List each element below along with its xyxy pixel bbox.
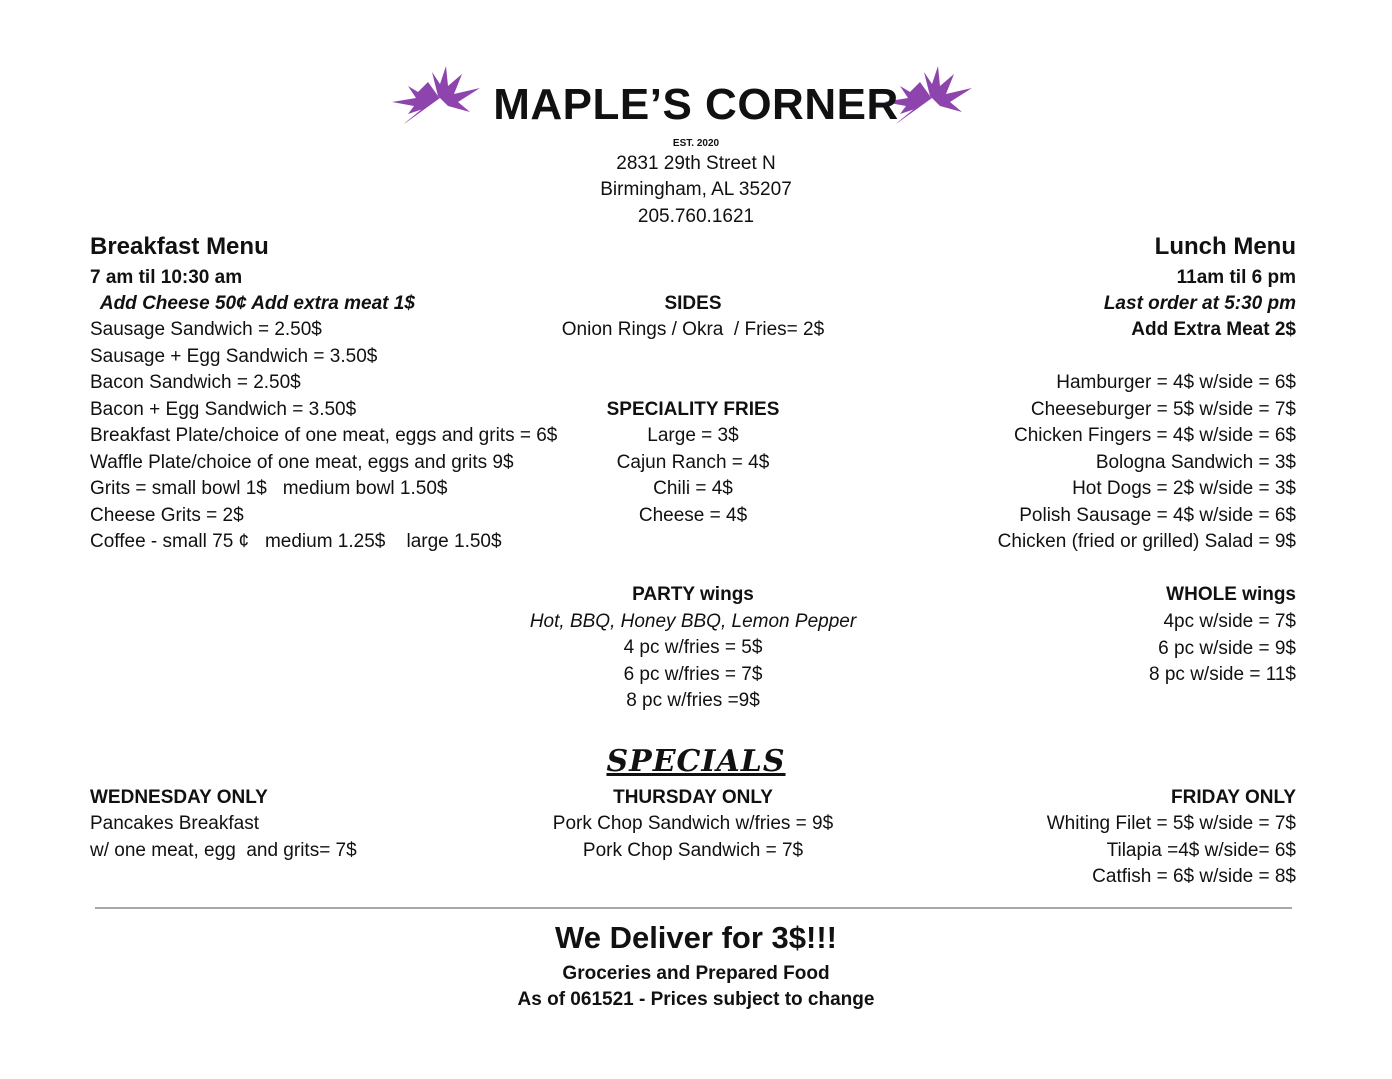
breakfast-item: Sausage Sandwich = 2.50$ [90,319,322,340]
friday-item: Catfish = 6$ w/side = 8$ [1092,866,1296,887]
footer-groceries: Groceries and Prepared Food [562,963,830,984]
breakfast-heading: Breakfast Menu [90,233,269,260]
party-wings-heading: PARTY wings [632,584,754,605]
breakfast-item: Bacon Sandwich = 2.50$ [90,372,301,393]
whole-wings-list [1149,609,1296,689]
sides-item: Onion Rings / Okra / Fries= 2$ [561,319,825,340]
whole-wings-item: 6 pc w/side = 9$ [1158,637,1296,659]
breakfast-item: Sausage + Egg Sandwich = 3.50$ [90,345,378,367]
breakfast-item: Breakfast Plate/choice of one meat, eggs and grits = 6$ [90,425,558,446]
sides-heading: SIDES [664,293,722,314]
lunch-note: Last order at 5:30 pm [1103,293,1296,314]
party-wings-flavors: Hot, BBQ, Honey BBQ, Lemon Pepper [529,611,857,632]
lunch-item: Chicken Fingers = 4$ w/side = 6$ [1014,425,1296,446]
specials-heading: SPECIALS [606,744,786,779]
party-wings-list [493,635,893,715]
lunch-item: Hamburger = 4$ w/side = 6$ [1056,372,1296,393]
wednesday-list [90,811,357,864]
breakfast-item: Waffle Plate/choice of one meat, eggs and grits 9$ [90,451,514,473]
address-city: Birmingham, AL 35207 [600,179,792,200]
divider-line [95,907,1292,909]
breakfast-item: Grits = small bowl 1$ medium bowl 1.50$ [90,478,448,499]
lunch-item-list [998,370,1296,556]
lunch-item: Chicken (fried or grilled) Salad = 9$ [997,531,1296,552]
lunch-hours: 11am til 6 pm [1176,267,1296,288]
friday-item: Whiting Filet = 5$ w/side = 7$ [1046,813,1296,834]
restaurant-title: MAPLE’S CORNER [493,80,899,129]
thursday-list [493,811,893,864]
whole-wings-heading: WHOLE wings [1166,584,1296,605]
lunch-item: Cheeseburger = 5$ w/side = 7$ [1030,398,1296,420]
wednesday-item: Pancakes Breakfast [90,813,259,834]
phone-number: 205.760.1621 [637,206,755,227]
lunch-heading: Lunch Menu [1154,233,1296,260]
whole-wings-item: 8 pc w/side = 11$ [1149,664,1296,685]
party-wings-item: 8 pc w/fries =9$ [626,690,760,711]
footer-price-note: As of 061521 - Prices subject to change [517,989,875,1010]
breakfast-hours: 7 am til 10:30 am [90,267,243,288]
lunch-item: Polish Sausage = 4$ w/side = 6$ [1019,504,1296,526]
speciality-fries-list [493,423,893,529]
thursday-heading: THURSDAY ONLY [613,787,773,808]
lunch-item: Bologna Sandwich = 3$ [1095,451,1296,473]
address-street: 2831 29th Street N [616,153,776,174]
breakfast-item: Coffee - small 75 ¢ medium 1.25$ large 1.50$ [90,531,502,552]
thursday-item: Pork Chop Sandwich = 7$ [582,839,804,861]
whole-wings-item: 4pc w/side = 7$ [1163,611,1296,632]
lunch-item: Hot Dogs = 2$ w/side = 3$ [1072,478,1296,499]
breakfast-item-list [90,317,557,556]
speciality-fries-item: Chili = 4$ [653,478,733,499]
speciality-fries-item: Large = 3$ [647,425,739,446]
thursday-item: Pork Chop Sandwich w/fries = 9$ [552,813,834,834]
speciality-fries-item: Cheese = 4$ [638,504,748,526]
delivery-banner: We Deliver for 3$!!! [555,920,837,955]
wednesday-heading: WEDNESDAY ONLY [90,787,268,808]
party-wings-item: 4 pc w/fries = 5$ [623,637,763,658]
speciality-fries-heading: SPECIALITY FRIES [606,399,780,420]
speciality-fries-item: Cajun Ranch = 4$ [616,451,770,473]
wednesday-item: w/ one meat, egg and grits= 7$ [90,839,357,861]
friday-item: Tilapia =4$ w/side= 6$ [1106,839,1296,861]
established-label: EST. 2020 [672,138,720,149]
friday-heading: FRIDAY ONLY [1171,787,1296,808]
party-wings-item: 6 pc w/fries = 7$ [623,663,763,685]
breakfast-item: Bacon + Egg Sandwich = 3.50$ [90,398,357,420]
breakfast-item: Cheese Grits = 2$ [90,504,244,526]
friday-list [1047,811,1296,891]
breakfast-note: Add Cheese 50¢ Add extra meat 1$ [90,293,415,314]
lunch-extra-meat: Add Extra Meat 2$ [1131,319,1296,340]
